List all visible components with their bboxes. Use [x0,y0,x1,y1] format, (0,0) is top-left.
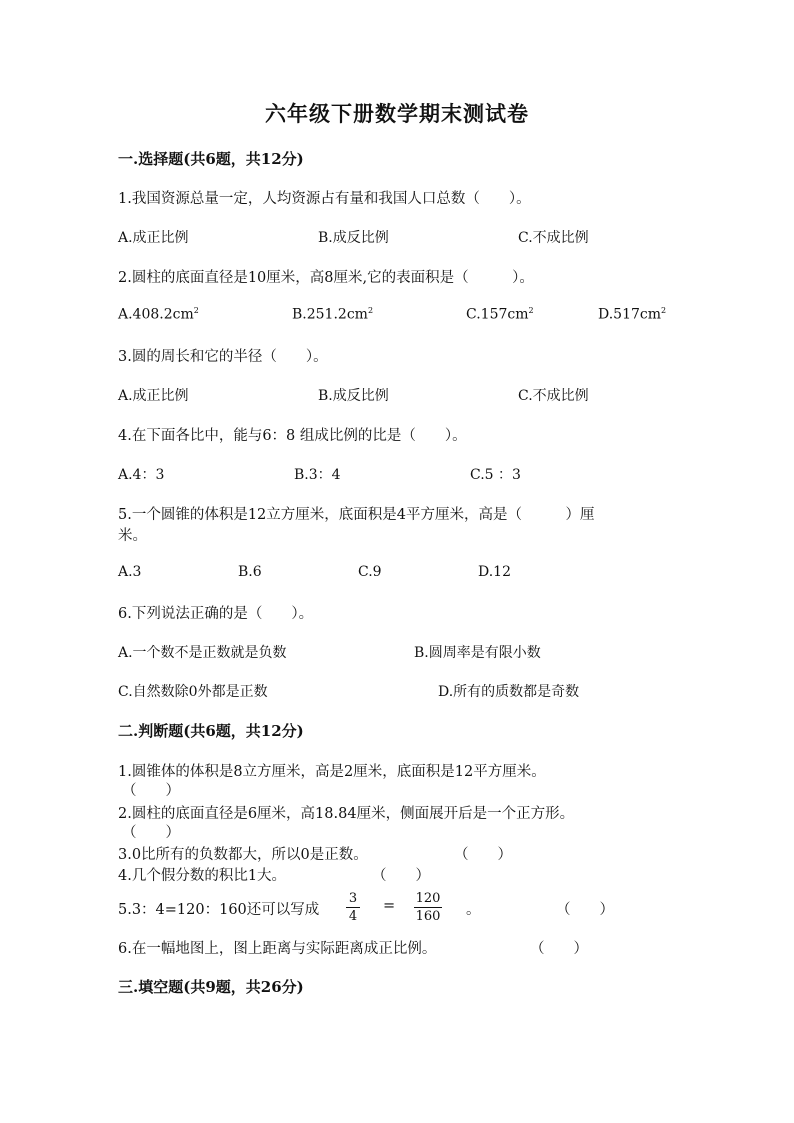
judge-question-3: 3.0比所有的负数都大，所以0是正数。 [118,847,368,863]
choice-2-option-b: $B.251.2cm^2$ [292,306,374,323]
section-heading-judge: 二.判断题(共6题，共12分) [118,722,304,740]
judge-1-answer-paren: （ ） [122,783,180,799]
choice-6-option-c: C.自然数除0外都是正数 [118,684,268,700]
choice-2-option-c: $C.157cm^2$ [466,306,534,323]
choice-4-option-b: B.3：4 [294,467,341,483]
section-heading-choice: 一.选择题(共6题，共12分) [118,150,304,168]
choice-3-option-c: C.不成比例 [518,388,589,404]
judge-question-4: 4.几个假分数的积比1大。 [118,868,287,884]
choice-6-option-d: D.所有的质数都是奇数 [438,684,580,700]
choice-5-option-d: D.12 [478,564,511,580]
fraction-numerator: 120 [415,891,441,906]
page-title: 六年级下册数学期末测试卷 [265,101,529,126]
judge-5-answer-paren: （ ） [556,902,614,918]
choice-1-option-c: C.不成比例 [518,230,589,246]
choice-question-6: 6.下列说法正确的是（ ）。 [118,606,314,622]
choice-3-option-a: A.成正比例 [118,388,189,404]
judge-2-answer-paren: （ ） [122,825,180,841]
sentence-end: 。 [466,902,481,918]
choice-5-option-b: B.6 [238,564,262,580]
judge-question-2: 2.圆柱的底面直径是6厘米，高18.84厘米，侧面展开后是一个正方形。 [118,806,575,822]
fraction-120-over-160 [414,890,442,925]
choice-question-5-line2: 米。 [118,528,147,544]
choice-5-option-c: C.9 [358,564,382,580]
judge-question-1: 1.圆锥体的体积是8立方厘米，高是2厘米，底面积是12平方厘米。 [118,764,546,780]
choice-1-option-b: B.成反比例 [318,230,389,246]
choice-2-option-d: $D.517cm^2$ [598,306,667,323]
judge-3-answer-paren: （ ） [454,847,512,863]
choice-question-4: 4.在下面各比中，能与6：8 组成比例的比是（ ）。 [118,428,467,444]
choice-3-option-b: B.成反比例 [318,388,389,404]
choice-question-3: 3.圆的周长和它的半径（ ）。 [118,349,328,365]
judge-question-5: 5.3：4=120：160还可以写成 [118,902,320,918]
fraction-denominator: 160 [415,909,441,924]
judge-6-answer-paren: （ ） [530,941,588,957]
choice-4-option-c: C.5 ：3 [470,467,521,483]
fraction-numerator: 3 [346,890,360,908]
judge-question-6: 6.在一幅地图上，图上距离与实际距离成正比例。 [118,941,437,957]
equals-sign: = [383,898,396,914]
choice-6-option-b: B.圆周率是有限小数 [414,645,541,661]
choice-6-option-a: A.一个数不是正数就是负数 [118,645,287,661]
fraction-denominator: 4 [348,909,358,924]
choice-4-option-a: A.4：3 [118,467,165,483]
section-heading-fill: 三.填空题(共9题，共26分) [118,978,304,996]
choice-1-option-a: A.成正比例 [118,230,189,246]
choice-5-option-a: A.3 [118,564,142,580]
fraction-three-quarters [346,890,360,925]
choice-2-option-a: $A.408.2cm^2$ [118,306,199,323]
choice-question-5-line1: 5.一个圆锥的体积是12立方厘米，底面积是4平方厘米，高是（ ）厘 [118,507,595,523]
judge-4-answer-paren: （ ） [372,868,430,884]
choice-question-1: 1.我国资源总量一定，人均资源占有量和我国人口总数（ ）。 [118,191,531,207]
choice-question-2: 2.圆柱的底面直径是10厘米，高8厘米,它的表面积是（ ）。 [118,270,534,286]
